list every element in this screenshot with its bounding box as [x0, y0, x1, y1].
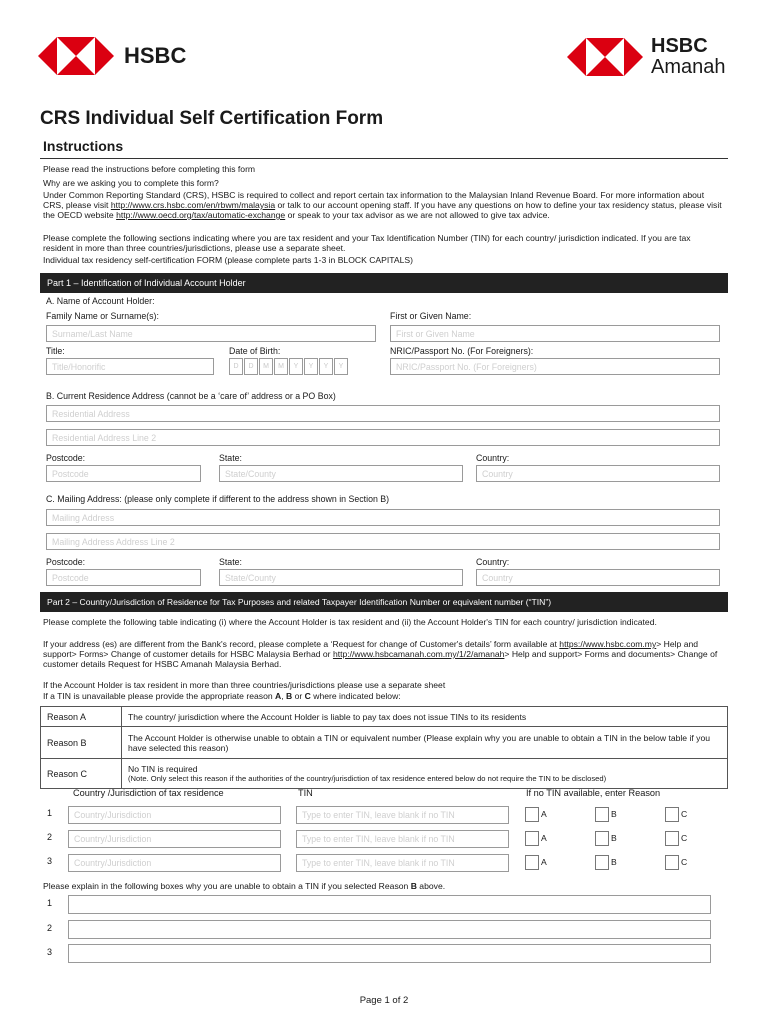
hsbc-amanah-link[interactable]: http://www.hsbcamanah.com.my/1/2/amanah	[332, 649, 505, 659]
hsbc-hexagon-icon	[38, 37, 114, 75]
tin-input-3[interactable]	[296, 854, 509, 872]
mailing-address-input[interactable]	[46, 509, 720, 526]
col-reason-header: If no TIN available, enter Reason	[526, 788, 661, 798]
option-c-label: C	[681, 833, 688, 843]
state-label: State:	[219, 557, 242, 567]
reason-text: The country/ jurisdiction where the Account Holder is liable to pay tax does not issue TINs to its residents	[122, 707, 728, 727]
mailing-country-input[interactable]	[476, 569, 720, 586]
nric-input[interactable]	[390, 358, 720, 375]
reason-b-checkbox-1[interactable]	[595, 807, 609, 822]
option-a-label: A	[541, 809, 547, 819]
option-b-label: B	[611, 833, 617, 843]
hsbc-logo-left	[38, 37, 186, 75]
reason-key: Reason B	[41, 727, 122, 759]
explain-input-1[interactable]	[68, 895, 711, 914]
reason-key: Reason C	[41, 759, 122, 789]
crs-link[interactable]: http://www.crs.hsbc.com/en/rbwm/malaysia	[110, 200, 276, 210]
dob-input[interactable]	[229, 358, 349, 375]
explain-input-3[interactable]	[68, 944, 711, 963]
tax-country-input-2[interactable]	[68, 830, 281, 848]
instruction-complete: Please complete the following sections indicating where you are tax resident and your Tax Identification Number (TIN) for each country/ jurisdiction indicated. If you are tax resident in more than three countries/jurisdictions, please use a separate sheet.	[43, 233, 691, 253]
col-country-header: Country /Jurisdiction of tax residence	[73, 788, 224, 798]
residential-address-line2-input[interactable]	[46, 429, 720, 446]
mailing-postcode-input[interactable]	[46, 569, 201, 586]
hsbc-wordmark: HSBC	[651, 35, 708, 57]
explain-instruction: Please explain in the following boxes why you are unable to obtain a TIN if you selected Reason B above.	[43, 881, 446, 891]
reason-b-checkbox-3[interactable]	[595, 855, 609, 870]
form-title: CRS Individual Self Certification Form	[40, 108, 384, 129]
reason-c-checkbox-3[interactable]	[665, 855, 679, 870]
dob-cell[interactable]: Y	[319, 358, 333, 375]
residential-postcode-input[interactable]	[46, 465, 201, 482]
dob-cell[interactable]: M	[274, 358, 288, 375]
reason-a-checkbox-2[interactable]	[525, 831, 539, 846]
part2-instruction-1: Please complete the following table indicating (i) where the Account Holder is tax resident and (ii) the Account Holder's TIN for each country/ jurisdiction indicated.	[43, 617, 657, 627]
hsbc-hexagon-icon	[567, 38, 643, 76]
reason-c-checkbox-1[interactable]	[665, 807, 679, 822]
row-number: 1	[47, 808, 53, 818]
instruction-form: Individual tax residency self-certification FORM (please complete parts 1-3 in BLOCK CAPITALS)	[43, 255, 413, 265]
family-name-input[interactable]	[46, 325, 376, 342]
oecd-link[interactable]: http://www.oecd.org/tax/automatic-exchange	[116, 210, 286, 220]
nric-label: NRIC/Passport No. (For Foreigners):	[390, 346, 534, 356]
amanah-wordmark: Amanah	[651, 56, 726, 78]
residential-country-input[interactable]	[476, 465, 720, 482]
country-label: Country:	[476, 453, 510, 463]
part1-header: Part 1 – Identification of Individual Account Holder	[40, 273, 728, 293]
title-input[interactable]	[46, 358, 214, 375]
dob-cell[interactable]: D	[244, 358, 258, 375]
section-b-heading: B. Current Residence Address (cannot be a ‘care of’ address or a PO Box)	[46, 391, 336, 401]
option-a-label: A	[541, 857, 547, 867]
instructions-heading: Instructions	[43, 138, 124, 154]
table-row	[41, 727, 728, 759]
section-a-heading: A. Name of Account Holder:	[46, 296, 155, 306]
option-c-label: C	[681, 809, 688, 819]
tin-input-1[interactable]	[296, 806, 509, 824]
heading-divider	[40, 158, 728, 159]
mailing-address-line2-input[interactable]	[46, 533, 720, 550]
reason-note: (Note. Only select this reason if the authorities of the country/jurisdiction of tax residence entered below do not require the TIN to be disclosed)	[128, 773, 607, 783]
dob-cell[interactable]: Y	[304, 358, 318, 375]
country-label: Country:	[476, 557, 510, 567]
instruction-read: Please read the instructions before completing this form	[43, 164, 256, 174]
tin-input-2[interactable]	[296, 830, 509, 848]
option-a-label: A	[541, 833, 547, 843]
residential-state-input[interactable]	[219, 465, 463, 482]
dob-cell[interactable]: M	[259, 358, 273, 375]
state-label: State:	[219, 453, 242, 463]
title-label: Title:	[46, 346, 65, 356]
reason-b-checkbox-2[interactable]	[595, 831, 609, 846]
reason-c-checkbox-2[interactable]	[665, 831, 679, 846]
instruction-crs: Under Common Reporting Standard (CRS), HSBC is required to collect and report certain tax information to the Malaysian Inland Revenue Board. For more information about CRS, please visit http://www.crs.hsbc.com/en/rbwm/malaysia or talk to our account opening staff. If you have any questions on how to define your tax residency status, please visit the OECD website http://www.oecd.org/tax/automatic-exchange or speak to your tax advisor as we are not allowed to give tax advice.	[43, 190, 722, 220]
reasons-table	[40, 706, 728, 789]
row-number: 3	[47, 856, 53, 866]
dob-cell[interactable]: Y	[289, 358, 303, 375]
hsbc-link[interactable]: https://www.hsbc.com.my	[559, 639, 657, 649]
reason-text: The Account Holder is otherwise unable to obtain a TIN or equivalent number (Please explain why you are unable to obtain a TIN in the below table if you have selected this reason)	[122, 727, 728, 759]
tax-country-input-3[interactable]	[68, 854, 281, 872]
part2-instruction-4: If a TIN is unavailable please provide the appropriate reason A, B or C where indicated below:	[43, 691, 401, 701]
reason-key: Reason A	[41, 707, 122, 727]
table-row	[41, 707, 728, 727]
option-c-label: C	[681, 857, 688, 867]
first-name-label: First or Given Name:	[390, 311, 472, 321]
family-name-label: Family Name or Surname(s):	[46, 311, 159, 321]
table-row	[41, 759, 728, 789]
col-tin-header: TIN	[298, 788, 313, 798]
part2-header: Part 2 – Country/Jurisdiction of Residence for Tax Purposes and related Taxpayer Identification Number or equivalent number (“TIN”)	[40, 592, 728, 612]
option-b-label: B	[611, 857, 617, 867]
row-number: 1	[47, 898, 53, 908]
reason-a-checkbox-3[interactable]	[525, 855, 539, 870]
instruction-why: Why are we asking you to complete this form?	[43, 178, 219, 188]
part2-instruction-3: If the Account Holder is tax resident in more than three countries/jurisdictions please use a separate sheet	[43, 680, 446, 690]
reason-cell	[122, 759, 728, 789]
row-number: 3	[47, 947, 53, 957]
part2-instruction-2: If your address (es) are different from the Bank's record, please complete a ‘Request for change of Customer's details’ form available at https://www.hsbc.com.my> Help and support> Forms> Change of customer details for HSBC Malaysia Berhad or http://www.hsbcamanah.com.my/1/2/amanah> Help and support> Forms and documents> Change of customer details Request for HSBC Amanah Malaysia Berhad.	[43, 639, 718, 669]
first-name-input[interactable]	[390, 325, 720, 342]
explain-input-2[interactable]	[68, 920, 711, 939]
hsbc-wordmark: HSBC	[124, 43, 187, 68]
row-number: 2	[47, 923, 53, 933]
page-number: Page 1 of 2	[359, 995, 409, 1006]
dob-cell[interactable]: D	[229, 358, 243, 375]
reason-a-checkbox-1[interactable]	[525, 807, 539, 822]
residential-address-input[interactable]	[46, 405, 720, 422]
option-b-label: B	[611, 809, 617, 819]
mailing-state-input[interactable]	[219, 569, 463, 586]
row-number: 2	[47, 832, 53, 842]
tax-country-input-1[interactable]	[68, 806, 281, 824]
postcode-label: Postcode:	[46, 453, 86, 463]
postcode-label: Postcode:	[46, 557, 86, 567]
dob-cell[interactable]: Y	[334, 358, 348, 375]
hsbc-amanah-logo	[567, 36, 726, 78]
reason-text: No TIN is required	[128, 763, 198, 774]
section-c-heading: C. Mailing Address: (please only complete if different to the address shown in Section B)	[46, 494, 390, 504]
dob-label: Date of Birth:	[229, 346, 281, 356]
